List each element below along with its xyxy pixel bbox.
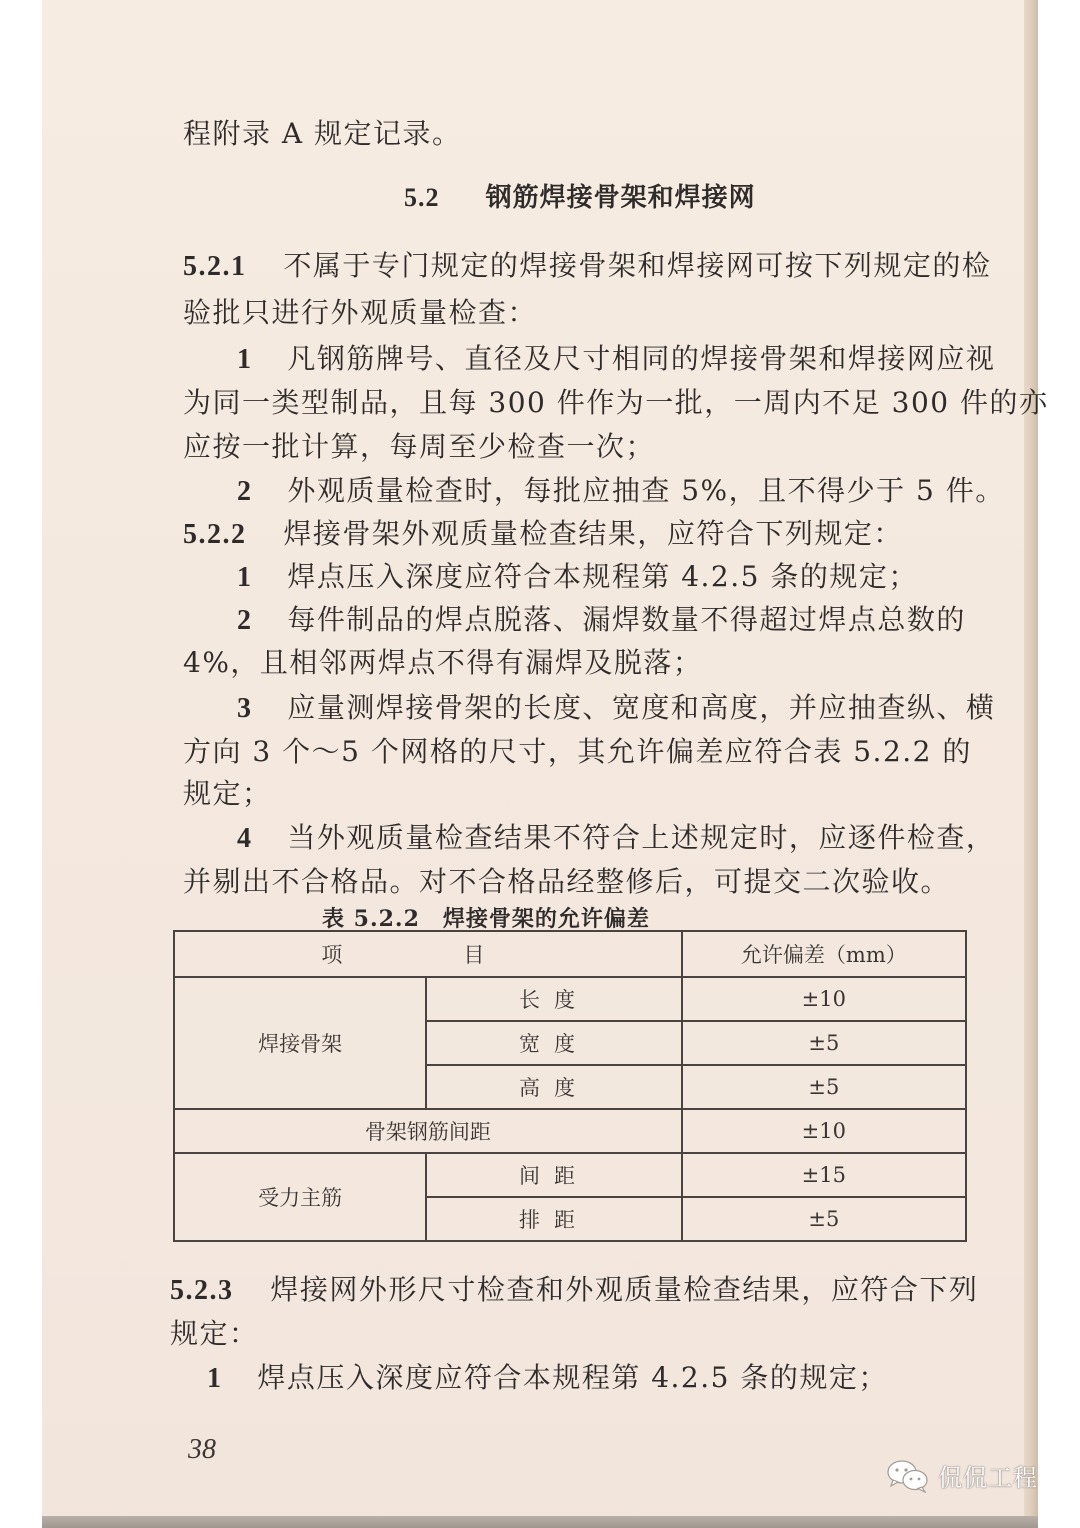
- continuation-line: 程附录 A 规定记录。: [183, 117, 462, 150]
- item-number: 2: [237, 476, 253, 507]
- item-number: 3: [237, 693, 253, 724]
- header-tolerance: 允许偏差（mm）: [682, 931, 966, 977]
- list-item: [237, 688, 995, 729]
- item-number: 1: [237, 562, 253, 593]
- clause-text-line: 规定：: [170, 1317, 259, 1350]
- item-cell: 长度: [426, 977, 681, 1021]
- page-number: 38: [188, 1434, 216, 1465]
- watermark-text: 侃侃工程: [938, 1464, 1038, 1492]
- item-number: 1: [237, 344, 253, 375]
- clause-5-2-1: [183, 246, 991, 287]
- watermark: [886, 1458, 1038, 1493]
- table-row: [174, 1109, 966, 1153]
- item-text: 应量测焊接骨架的长度、宽度和高度，并应抽查纵、横: [287, 691, 996, 724]
- item-text-line: 4%，且相邻两焊点不得有漏焊及脱落；: [183, 646, 703, 679]
- item-text: 焊点压入深度应符合本规程第 4.2.5 条的规定；: [287, 560, 918, 593]
- clause-text: 不属于专门规定的焊接骨架和焊接网可按下列规定的检: [283, 249, 992, 282]
- item-text-line: 方向 3 个～5 个网格的尺寸，其允许偏差应符合表 5.2.2 的: [183, 735, 972, 768]
- list-item: [237, 339, 995, 380]
- page-shadow: [42, 1516, 1038, 1528]
- tolerance-cell: ±10: [682, 1109, 966, 1153]
- item-text: 焊点压入深度应符合本规程第 4.2.5 条的规定；: [257, 1361, 888, 1394]
- clause-text: 焊接网外形尺寸检查和外观质量检查结果，应符合下列: [270, 1273, 979, 1306]
- group-cell: 受力主筋: [174, 1153, 426, 1241]
- table-caption: 表 5.2.2 焊接骨架的允许偏差: [322, 906, 650, 932]
- item-cell: 高度: [426, 1065, 681, 1109]
- item-text-line: 规定；: [183, 777, 272, 810]
- clause-5-2-3: [170, 1270, 978, 1311]
- list-item: [237, 557, 918, 598]
- item-cell: 间距: [426, 1153, 681, 1197]
- list-item: [237, 818, 995, 859]
- tolerance-cell: ±10: [682, 977, 966, 1021]
- list-item: [207, 1358, 888, 1399]
- tolerance-cell: ±5: [682, 1021, 966, 1065]
- group-cell: 焊接骨架: [174, 977, 426, 1109]
- item-number: 1: [207, 1363, 223, 1394]
- item-number: 4: [237, 823, 253, 854]
- list-item: [237, 600, 966, 641]
- table-row: [174, 977, 966, 1021]
- tolerance-cell: ±15: [682, 1153, 966, 1197]
- section-heading: [404, 180, 756, 216]
- table-row: [174, 1153, 966, 1197]
- clause-number: 5.2.2: [183, 519, 247, 550]
- clause-5-2-2: [183, 514, 903, 555]
- item-number: 2: [237, 605, 253, 636]
- wechat-icon: [886, 1459, 930, 1493]
- group-cell: 骨架钢筋间距: [174, 1109, 682, 1153]
- section-number: 5.2: [404, 183, 440, 212]
- clause-text-line: 验批只进行外观质量检查：: [183, 296, 538, 329]
- clause-number: 5.2.3: [170, 1275, 234, 1306]
- tolerance-cell: ±5: [682, 1197, 966, 1241]
- item-text-line: 为同一类型制品，且每 300 件作为一批，一周内不足 300 件的亦: [183, 386, 1049, 419]
- page-edge: [1024, 0, 1038, 1518]
- item-text: 每件制品的焊点脱落、漏焊数量不得超过焊点总数的: [287, 603, 966, 636]
- clause-number: 5.2.1: [183, 251, 247, 282]
- clause-text: 焊接骨架外观质量检查结果，应符合下列规定：: [283, 517, 903, 550]
- section-title: 钢筋焊接骨架和焊接网: [485, 183, 756, 213]
- header-item: 项 目: [174, 931, 682, 977]
- item-text: 凡钢筋牌号、直径及尺寸相同的焊接骨架和焊接网应视: [287, 342, 996, 375]
- item-text-line: 应按一批计算，每周至少检查一次；: [183, 430, 656, 463]
- tolerance-cell: ±5: [682, 1065, 966, 1109]
- tolerance-table: [173, 930, 967, 1242]
- table-header-row: [174, 931, 966, 977]
- item-text: 外观质量检查时，每批应抽查 5%，且不得少于 5 件。: [287, 474, 1005, 507]
- list-item: [237, 471, 1005, 512]
- item-cell: 排距: [426, 1197, 681, 1241]
- item-text: 当外观质量检查结果不符合上述规定时，应逐件检查，: [287, 821, 996, 854]
- item-text-line: 并剔出不合格品。对不合格品经整修后，可提交二次验收。: [183, 865, 951, 898]
- item-cell: 宽度: [426, 1021, 681, 1065]
